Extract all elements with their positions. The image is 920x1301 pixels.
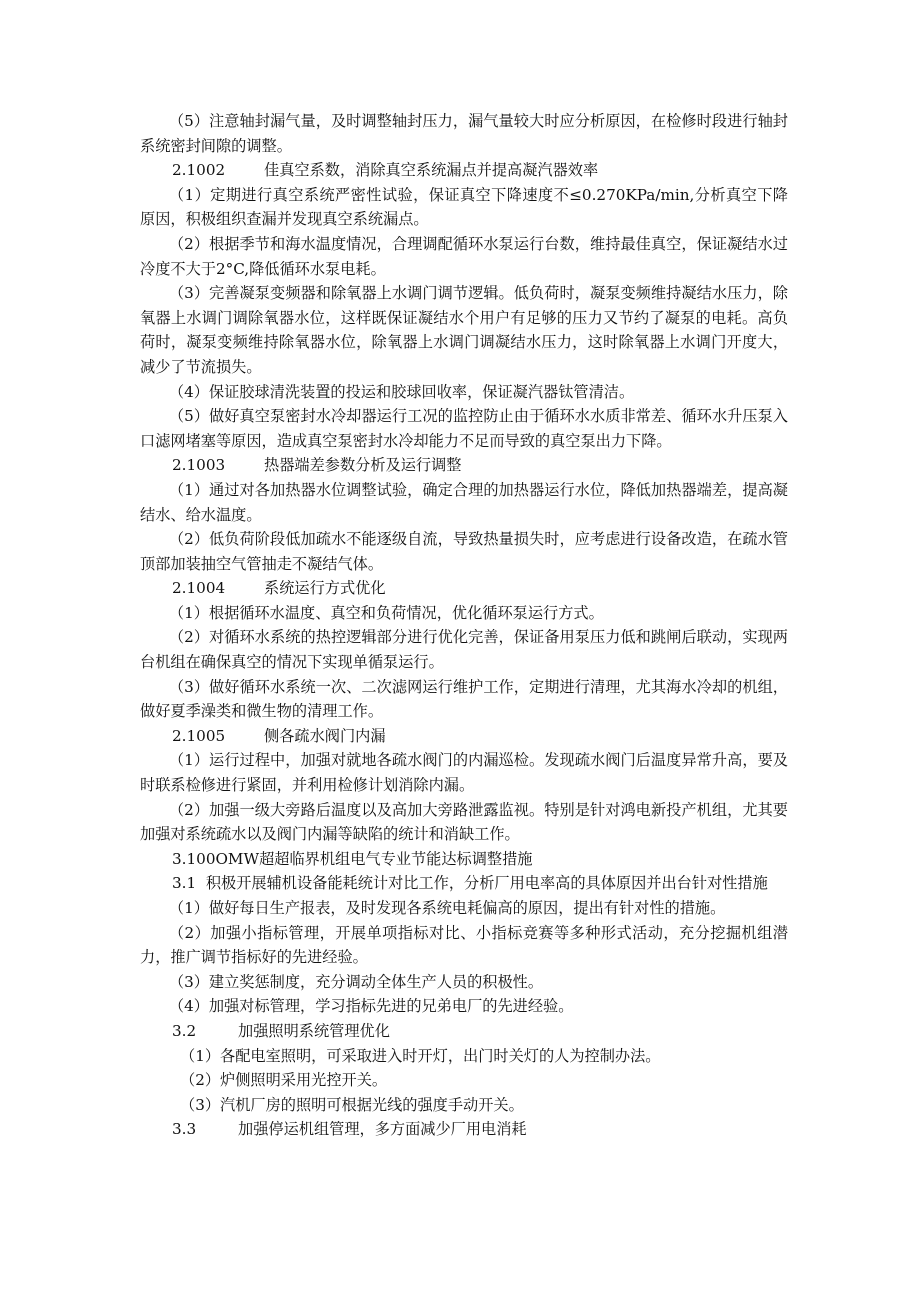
section-number: 2.1005 xyxy=(172,726,226,745)
paragraph-bypass-monitoring: （2）加强一级大旁路后温度以及高加大旁路泄露监视。特别是针对鸿电新投产机组，尤其要加强对系统疏水以及阀门内漏等缺陷的统计和消缺工作。 xyxy=(140,800,788,844)
section-number: 2.1003 xyxy=(172,456,226,475)
paragraph-control-logic: （2）对循环水系统的热控逻辑部分进行优化完善，保证备用泵压力低和跳闸后联动，实现两台机组在确保真空的情况下实现单循泵运行。 xyxy=(140,628,788,672)
section-number: 2.1002 xyxy=(172,161,226,180)
section-number: 3.3 xyxy=(172,1120,197,1139)
section-title: 侧各疏水阀门内漏 xyxy=(264,726,386,745)
paragraph-valve-inspection: （1）运行过程中，加强对就地各疏水阀门的内漏巡检。发现疏水阀门后温度异常升高，要及时联系检修进行紧固，并利用检修计划消除内漏。 xyxy=(140,751,788,795)
section-heading-2-1004 xyxy=(140,576,788,601)
paragraph-filter-maintenance: （3）做好循环水系统一次、二次滤网运行维护工作，定期进行清理，尤其海水冷却的机组，做好夏季澡类和微生物的清理工作。 xyxy=(140,677,788,721)
section-title: 加强停运机组管理，多方面减少厂用电消耗 xyxy=(238,1120,527,1139)
paragraph-low-load-drain: （2）低负荷阶段低加疏水不能逐级自流，导致热量损失时，应考虑进行设备改造，在疏水管顶部加装抽空气管抽走不凝结气体。 xyxy=(140,530,788,573)
section-heading-2-1005 xyxy=(140,724,788,749)
paragraph-ball-cleaning: （4）保证胶球清洗装置的投运和胶球回收率，保证凝汽器钛管清洁。 xyxy=(168,382,635,401)
section-title: 佳真空系数，消除真空系统漏点并提高凝汽器效率 xyxy=(264,161,599,180)
paragraph-incentive-system: （3）建立奖惩制度，充分调动全体生产人员的积极性。 xyxy=(168,972,544,991)
paragraph-shaft-seal: （5）注意轴封漏气量，及时调整轴封压力，漏气量较大时应分析原因，在检修时段进行轴封系统密封间隙的调整。 xyxy=(140,112,788,155)
paragraph-indicator-management: （2）加强小指标管理，开展单项指标对比、小指标竞赛等多种形式活动，充分挖掘机组潜力，推广调节指标好的先进经验。 xyxy=(140,923,788,967)
paragraph-circulating-pump: （2）根据季节和海水温度情况，合理调配循环水泵运行台数，维持最佳真空，保证凝结水过冷度不大于2°C,降低循环水泵电耗。 xyxy=(140,234,788,278)
paragraph-room-lighting: （1）各配电室照明，可采取进入时开灯，出门时关灯的人为控制办法。 xyxy=(180,1046,661,1065)
paragraph-benchmarking: （4）加强对标管理，学习指标先进的兄弟电厂的先进经验。 xyxy=(168,997,574,1016)
paragraph-vacuum-pump-cooler: （5）做好真空泵密封水冷却器运行工况的监控防止由于循环水水质非常差、循环水升压泵入口滤网堵塞等原因，造成真空泵密封水冷却能力不足而导致的真空泵出力下降。 xyxy=(140,407,788,450)
section-number: 2.1004 xyxy=(172,579,226,598)
paragraph-condensate-pump-logic: （3）完善凝泵变频器和除氧器上水调门调节逻辑。低负荷时，凝泵变频维持凝结水压力，除氧器上水调门调除氧器水位，这样既保证凝结水个用户有足够的压力又节约了凝泵的电耗。高负荷时，凝泵变频维持除氧器水位，除氧器上水调门调凝结水压力，这时除氧器上水调门开度大，减少了节流损失。 xyxy=(140,284,788,376)
section-heading-3-1 xyxy=(140,871,788,896)
section-heading-2-1003 xyxy=(140,453,788,478)
paragraph-vacuum-test: （1）定期进行真空系统严密性试验，保证真空下降速度不≤0.270KPa/min,分析真空下降原因，积极组织查漏并发现真空系统漏点。 xyxy=(140,185,788,229)
section-title: 积极开展辅机设备能耗统计对比工作，分析厂用电率高的具体原因并出台针对性措施 xyxy=(205,874,768,893)
paragraph-heater-level: （1）通过对各加热器水位调整试验，确定合理的加热器运行水位，降低加热器端差，提高凝结水、给水温度。 xyxy=(140,480,788,524)
section-number: 3.1 xyxy=(172,874,197,893)
paragraph-boiler-lighting: （2）炉侧照明采用光控开关。 xyxy=(180,1071,388,1090)
section-title: 加强照明系统管理优化 xyxy=(238,1021,390,1040)
section-heading-3-3 xyxy=(140,1117,788,1142)
section-heading-3: 3.100OMW超超临界机组电气专业节能达标调整措施 xyxy=(172,849,533,868)
section-heading-3-2 xyxy=(140,1019,788,1044)
section-title: 系统运行方式优化 xyxy=(264,579,386,598)
section-number: 3.2 xyxy=(172,1021,197,1040)
paragraph-pump-mode: （1）根据循环水温度、真空和负荷情况，优化循环泵运行方式。 xyxy=(168,603,604,622)
section-heading-2-1002 xyxy=(140,158,788,183)
paragraph-daily-report: （1）做好每日生产报表，及时发现各系统电耗偏高的原因，提出有针对性的措施。 xyxy=(168,899,726,917)
paragraph-turbine-lighting: （3）汽机厂房的照明可根据光线的强度手动开关。 xyxy=(180,1095,524,1114)
document-page xyxy=(140,109,788,1142)
section-title: 热器端差参数分析及运行调整 xyxy=(264,456,462,475)
